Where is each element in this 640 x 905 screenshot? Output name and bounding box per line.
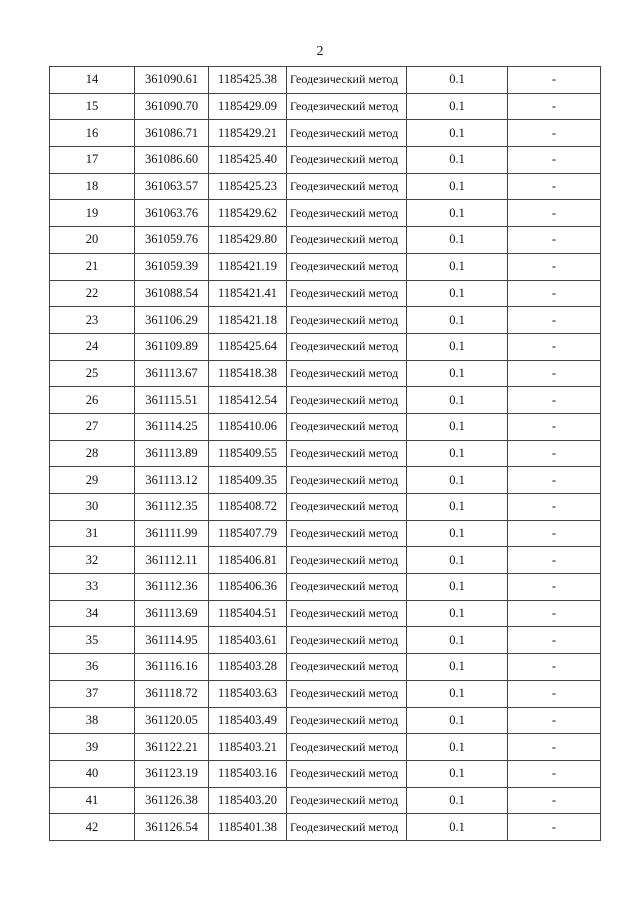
y-coordinate-cell: 1185407.79: [209, 520, 287, 547]
accuracy-cell: 0.1: [407, 280, 508, 307]
description-cell: -: [508, 360, 601, 387]
table-row: [50, 760, 601, 787]
description-cell: -: [508, 440, 601, 467]
method-cell: Геодезический метод: [287, 227, 407, 254]
point-number-cell: 23: [50, 307, 135, 334]
method-cell: Геодезический метод: [287, 627, 407, 654]
method-cell: Геодезический метод: [287, 680, 407, 707]
point-number-cell: 16: [50, 120, 135, 147]
table-row: [50, 600, 601, 627]
x-coordinate-cell: 361090.61: [135, 67, 209, 94]
y-coordinate-cell: 1185418.38: [209, 360, 287, 387]
point-number-cell: 15: [50, 93, 135, 120]
method-cell: Геодезический метод: [287, 307, 407, 334]
x-coordinate-cell: 361114.95: [135, 627, 209, 654]
method-cell: Геодезический метод: [287, 173, 407, 200]
description-cell: -: [508, 413, 601, 440]
accuracy-cell: 0.1: [407, 413, 508, 440]
table-row: [50, 520, 601, 547]
accuracy-cell: 0.1: [407, 440, 508, 467]
table-row: [50, 120, 601, 147]
method-cell: Геодезический метод: [287, 253, 407, 280]
point-number-cell: 14: [50, 67, 135, 94]
table-row: [50, 787, 601, 814]
x-coordinate-cell: 361123.19: [135, 760, 209, 787]
description-cell: -: [508, 387, 601, 414]
description-cell: -: [508, 547, 601, 574]
method-cell: Геодезический метод: [287, 360, 407, 387]
accuracy-cell: 0.1: [407, 627, 508, 654]
table-row: [50, 93, 601, 120]
description-cell: -: [508, 467, 601, 494]
description-cell: -: [508, 173, 601, 200]
x-coordinate-cell: 361120.05: [135, 707, 209, 734]
table-row: [50, 307, 601, 334]
method-cell: Геодезический метод: [287, 440, 407, 467]
x-coordinate-cell: 361063.76: [135, 200, 209, 227]
y-coordinate-cell: 1185403.63: [209, 680, 287, 707]
description-cell: -: [508, 707, 601, 734]
accuracy-cell: 0.1: [407, 574, 508, 601]
point-number-cell: 29: [50, 467, 135, 494]
accuracy-cell: 0.1: [407, 680, 508, 707]
table-row: [50, 200, 601, 227]
method-cell: Геодезический метод: [287, 387, 407, 414]
accuracy-cell: 0.1: [407, 787, 508, 814]
method-cell: Геодезический метод: [287, 200, 407, 227]
method-cell: Геодезический метод: [287, 120, 407, 147]
method-cell: Геодезический метод: [287, 600, 407, 627]
y-coordinate-cell: 1185403.20: [209, 787, 287, 814]
description-cell: -: [508, 253, 601, 280]
x-coordinate-cell: 361063.57: [135, 173, 209, 200]
table-row: [50, 333, 601, 360]
description-cell: -: [508, 227, 601, 254]
accuracy-cell: 0.1: [407, 360, 508, 387]
y-coordinate-cell: 1185403.61: [209, 627, 287, 654]
y-coordinate-cell: 1185403.49: [209, 707, 287, 734]
accuracy-cell: 0.1: [407, 600, 508, 627]
accuracy-cell: 0.1: [407, 93, 508, 120]
point-number-cell: 38: [50, 707, 135, 734]
table-row: [50, 253, 601, 280]
x-coordinate-cell: 361086.71: [135, 120, 209, 147]
description-cell: -: [508, 280, 601, 307]
table-row: [50, 680, 601, 707]
accuracy-cell: 0.1: [407, 467, 508, 494]
x-coordinate-cell: 361116.16: [135, 654, 209, 681]
description-cell: -: [508, 627, 601, 654]
point-number-cell: 26: [50, 387, 135, 414]
accuracy-cell: 0.1: [407, 387, 508, 414]
description-cell: -: [508, 680, 601, 707]
x-coordinate-cell: 361112.36: [135, 574, 209, 601]
table-row: [50, 387, 601, 414]
point-number-cell: 30: [50, 494, 135, 521]
coordinates-table-body: [50, 67, 601, 841]
accuracy-cell: 0.1: [407, 307, 508, 334]
y-coordinate-cell: 1185409.55: [209, 440, 287, 467]
method-cell: Геодезический метод: [287, 814, 407, 841]
method-cell: Геодезический метод: [287, 707, 407, 734]
x-coordinate-cell: 361113.67: [135, 360, 209, 387]
point-number-cell: 31: [50, 520, 135, 547]
x-coordinate-cell: 361113.89: [135, 440, 209, 467]
point-number-cell: 21: [50, 253, 135, 280]
table-row: [50, 494, 601, 521]
description-cell: -: [508, 600, 601, 627]
accuracy-cell: 0.1: [407, 120, 508, 147]
accuracy-cell: 0.1: [407, 253, 508, 280]
table-row: [50, 814, 601, 841]
point-number-cell: 36: [50, 654, 135, 681]
y-coordinate-cell: 1185421.19: [209, 253, 287, 280]
table-row: [50, 280, 601, 307]
x-coordinate-cell: 361112.35: [135, 494, 209, 521]
y-coordinate-cell: 1185429.09: [209, 93, 287, 120]
point-number-cell: 42: [50, 814, 135, 841]
point-number-cell: 27: [50, 413, 135, 440]
method-cell: Геодезический метод: [287, 734, 407, 761]
table-row: [50, 574, 601, 601]
y-coordinate-cell: 1185403.16: [209, 760, 287, 787]
method-cell: Геодезический метод: [287, 147, 407, 174]
description-cell: -: [508, 333, 601, 360]
coordinates-table: [49, 66, 601, 841]
description-cell: -: [508, 200, 601, 227]
point-number-cell: 40: [50, 760, 135, 787]
method-cell: Геодезический метод: [287, 280, 407, 307]
description-cell: -: [508, 574, 601, 601]
method-cell: Геодезический метод: [287, 413, 407, 440]
description-cell: -: [508, 307, 601, 334]
point-number-cell: 32: [50, 547, 135, 574]
x-coordinate-cell: 361059.76: [135, 227, 209, 254]
y-coordinate-cell: 1185425.23: [209, 173, 287, 200]
y-coordinate-cell: 1185403.28: [209, 654, 287, 681]
description-cell: -: [508, 67, 601, 94]
y-coordinate-cell: 1185409.35: [209, 467, 287, 494]
x-coordinate-cell: 361115.51: [135, 387, 209, 414]
method-cell: Геодезический метод: [287, 467, 407, 494]
y-coordinate-cell: 1185429.21: [209, 120, 287, 147]
method-cell: Геодезический метод: [287, 93, 407, 120]
x-coordinate-cell: 361109.89: [135, 333, 209, 360]
y-coordinate-cell: 1185421.41: [209, 280, 287, 307]
y-coordinate-cell: 1185425.38: [209, 67, 287, 94]
y-coordinate-cell: 1185412.54: [209, 387, 287, 414]
point-number-cell: 18: [50, 173, 135, 200]
method-cell: Геодезический метод: [287, 333, 407, 360]
table-row: [50, 654, 601, 681]
point-number-cell: 39: [50, 734, 135, 761]
x-coordinate-cell: 361111.99: [135, 520, 209, 547]
table-row: [50, 173, 601, 200]
description-cell: -: [508, 494, 601, 521]
point-number-cell: 37: [50, 680, 135, 707]
description-cell: -: [508, 654, 601, 681]
x-coordinate-cell: 361086.60: [135, 147, 209, 174]
x-coordinate-cell: 361090.70: [135, 93, 209, 120]
x-coordinate-cell: 361126.38: [135, 787, 209, 814]
x-coordinate-cell: 361118.72: [135, 680, 209, 707]
accuracy-cell: 0.1: [407, 760, 508, 787]
table-row: [50, 413, 601, 440]
method-cell: Геодезический метод: [287, 787, 407, 814]
description-cell: -: [508, 520, 601, 547]
description-cell: -: [508, 814, 601, 841]
table-row: [50, 227, 601, 254]
point-number-cell: 25: [50, 360, 135, 387]
method-cell: Геодезический метод: [287, 494, 407, 521]
y-coordinate-cell: 1185408.72: [209, 494, 287, 521]
table-row: [50, 547, 601, 574]
y-coordinate-cell: 1185410.06: [209, 413, 287, 440]
accuracy-cell: 0.1: [407, 173, 508, 200]
x-coordinate-cell: 361113.69: [135, 600, 209, 627]
table-row: [50, 707, 601, 734]
description-cell: -: [508, 760, 601, 787]
point-number-cell: 20: [50, 227, 135, 254]
accuracy-cell: 0.1: [407, 707, 508, 734]
point-number-cell: 19: [50, 200, 135, 227]
page-number: 2: [316, 44, 324, 59]
y-coordinate-cell: 1185421.18: [209, 307, 287, 334]
x-coordinate-cell: 361059.39: [135, 253, 209, 280]
description-cell: -: [508, 120, 601, 147]
x-coordinate-cell: 361088.54: [135, 280, 209, 307]
method-cell: Геодезический метод: [287, 760, 407, 787]
table-row: [50, 627, 601, 654]
accuracy-cell: 0.1: [407, 227, 508, 254]
accuracy-cell: 0.1: [407, 333, 508, 360]
method-cell: Геодезический метод: [287, 520, 407, 547]
table-row: [50, 440, 601, 467]
description-cell: -: [508, 93, 601, 120]
y-coordinate-cell: 1185425.40: [209, 147, 287, 174]
x-coordinate-cell: 361113.12: [135, 467, 209, 494]
point-number-cell: 35: [50, 627, 135, 654]
method-cell: Геодезический метод: [287, 547, 407, 574]
accuracy-cell: 0.1: [407, 67, 508, 94]
accuracy-cell: 0.1: [407, 494, 508, 521]
description-cell: -: [508, 147, 601, 174]
description-cell: -: [508, 787, 601, 814]
x-coordinate-cell: 361122.21: [135, 734, 209, 761]
accuracy-cell: 0.1: [407, 654, 508, 681]
x-coordinate-cell: 361112.11: [135, 547, 209, 574]
table-row: [50, 734, 601, 761]
y-coordinate-cell: 1185429.80: [209, 227, 287, 254]
accuracy-cell: 0.1: [407, 734, 508, 761]
y-coordinate-cell: 1185406.81: [209, 547, 287, 574]
accuracy-cell: 0.1: [407, 200, 508, 227]
point-number-cell: 34: [50, 600, 135, 627]
table-row: [50, 360, 601, 387]
method-cell: Геодезический метод: [287, 574, 407, 601]
method-cell: Геодезический метод: [287, 67, 407, 94]
x-coordinate-cell: 361114.25: [135, 413, 209, 440]
x-coordinate-cell: 361106.29: [135, 307, 209, 334]
method-cell: Геодезический метод: [287, 654, 407, 681]
y-coordinate-cell: 1185425.64: [209, 333, 287, 360]
table-row: [50, 67, 601, 94]
point-number-cell: 24: [50, 333, 135, 360]
description-cell: -: [508, 734, 601, 761]
point-number-cell: 33: [50, 574, 135, 601]
point-number-cell: 28: [50, 440, 135, 467]
y-coordinate-cell: 1185406.36: [209, 574, 287, 601]
table-row: [50, 147, 601, 174]
x-coordinate-cell: 361126.54: [135, 814, 209, 841]
y-coordinate-cell: 1185404.51: [209, 600, 287, 627]
table-row: [50, 467, 601, 494]
point-number-cell: 17: [50, 147, 135, 174]
y-coordinate-cell: 1185403.21: [209, 734, 287, 761]
point-number-cell: 41: [50, 787, 135, 814]
y-coordinate-cell: 1185401.38: [209, 814, 287, 841]
accuracy-cell: 0.1: [407, 147, 508, 174]
accuracy-cell: 0.1: [407, 547, 508, 574]
y-coordinate-cell: 1185429.62: [209, 200, 287, 227]
accuracy-cell: 0.1: [407, 520, 508, 547]
accuracy-cell: 0.1: [407, 814, 508, 841]
point-number-cell: 22: [50, 280, 135, 307]
